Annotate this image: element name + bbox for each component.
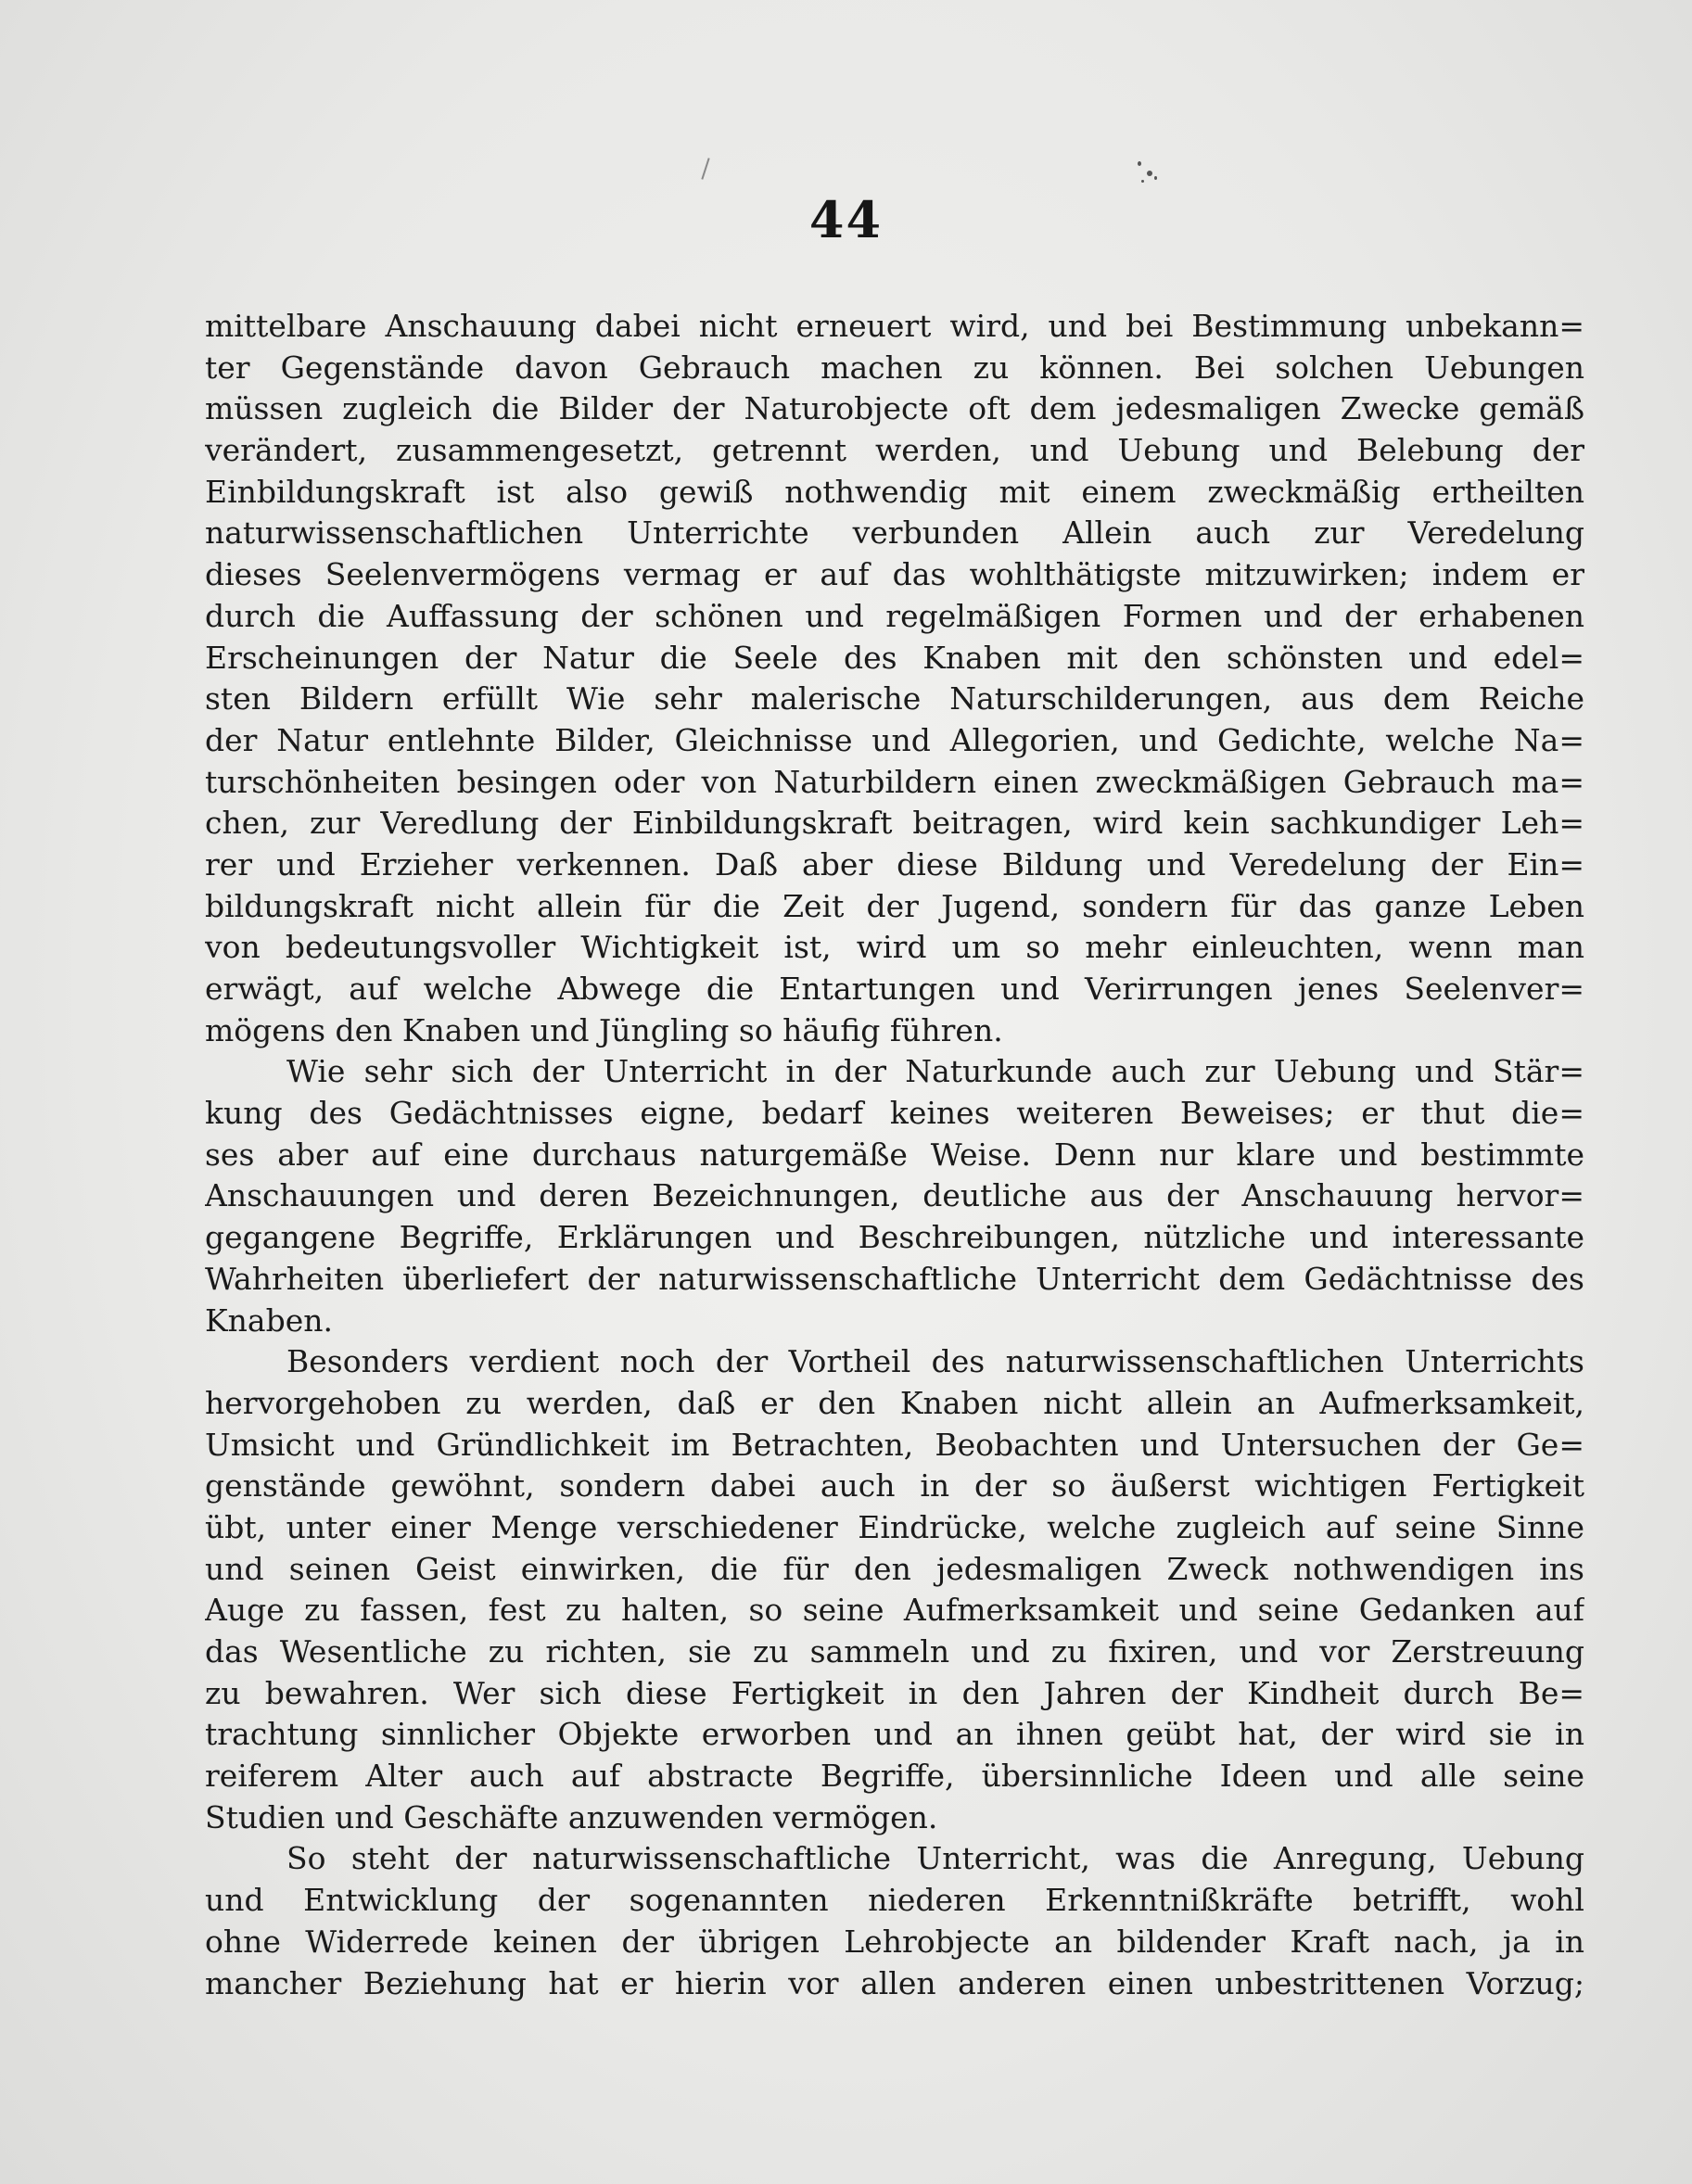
text-line: Erscheinungen der Natur die Seele des Knaben mit den schönsten und edel= — [205, 639, 1584, 676]
text-line: Besonders verdient noch der Vortheil des naturwissenschaftlichen Unterrichts — [286, 1343, 1584, 1380]
text-line: Anschauungen und deren Bezeichnungen, deutliche aus der Anschauung hervor= — [205, 1177, 1584, 1214]
paper-specks — [1136, 158, 1164, 195]
text-line: ter Gegenstände davon Gebrauch machen zu können. Bei solchen Uebungen — [205, 349, 1584, 386]
text-line: erwägt, auf welche Abwege die Entartungen und Verirrungen jenes Seelenver= — [205, 971, 1584, 1007]
text-line: und Entwicklung der sogenannten niederen Erkenntnißkräfte betrifft, wohl — [205, 1882, 1584, 1919]
body-text — [205, 306, 1584, 2004]
text-line: das Wesentliche zu richten, sie zu sammeln und zu fixiren, und vor Zerstreuung — [205, 1633, 1584, 1670]
text-line: Umsicht und Gründlichkeit im Betrachten, Beobachten und Untersuchen der Ge= — [205, 1426, 1584, 1463]
text-line: Einbildungskraft ist also gewiß nothwendig mit einem zweckmäßig ertheilten — [205, 473, 1584, 510]
text-line: Auge zu fassen, fest zu halten, so seine Aufmerksamkeit und seine Gedanken auf — [205, 1592, 1584, 1629]
text-line: zu bewahren. Wer sich diese Fertigkeit in den Jahren der Kindheit durch Be= — [205, 1674, 1584, 1711]
text-line: sten Bildern erfüllt Wie sehr malerische Naturschilderungen, aus dem Reiche — [205, 680, 1584, 717]
text-line: genstände gewöhnt, sondern dabei auch in der so äußerst wichtigen Fertigkeit — [205, 1467, 1584, 1505]
text-line: dieses Seelenvermögens vermag er auf das wohlthätigste mitzuwirken; indem er — [205, 556, 1584, 593]
ink-mark — [701, 158, 709, 179]
text-line: hervorgehoben zu werden, daß er den Knaben nicht allein an Aufmerksamkeit, — [205, 1384, 1584, 1421]
text-line: reiferem Alter auch auf abstracte Begriffe, übersinnliche Ideen und alle seine — [205, 1758, 1584, 1795]
text-line: ohne Widerrede keinen der übrigen Lehrobjecte an bildender Kraft nach, ja in — [205, 1923, 1584, 1960]
text-line: So steht der naturwissenschaftliche Unterricht, was die Anregung, Uebung — [286, 1840, 1584, 1877]
text-line: chen, zur Veredlung der Einbildungskraft beitragen, wird kein sachkundiger Leh= — [205, 805, 1584, 842]
text-line: rer und Erzieher verkennen. Daß aber diese Bildung und Veredelung der Ein= — [205, 845, 1584, 882]
text-line: und seinen Geist einwirken, die für den jedesmaligen Zweck nothwendigen ins — [205, 1550, 1584, 1587]
text-line: trachtung sinnlicher Objekte erworben und an ihnen geübt hat, der wird sie in — [205, 1716, 1584, 1753]
text-line: bildungskraft nicht allein für die Zeit der Jugend, sondern für das ganze Leben — [205, 887, 1584, 924]
text-line: durch die Auffassung der schönen und regelmäßigen Formen und der erhabenen — [205, 597, 1584, 634]
text-line: naturwissenschaftlichen Unterrichte verbunden Allein auch zur Veredelung — [205, 514, 1584, 552]
text-line: turschönheiten besingen oder von Naturbildern einen zweckmäßigen Gebrauch ma= — [205, 763, 1584, 800]
text-line: verändert, zusammengesetzt, getrennt werden, und Uebung und Belebung der — [205, 432, 1584, 469]
text-line: gegangene Begriffe, Erklärungen und Beschreibungen, nützliche und interessante — [205, 1219, 1584, 1256]
text-line: von bedeutungsvoller Wichtigkeit ist, wird um so mehr einleuchten, wenn man — [205, 929, 1584, 966]
text-line: übt, unter einer Menge verschiedener Eindrücke, welche zugleich auf seine Sinne — [205, 1508, 1584, 1545]
text-line: ses aber auf eine durchaus naturgemäße Weise. Denn nur klare und bestimmte — [205, 1136, 1584, 1173]
text-line: Wahrheiten überliefert der naturwissenschaftliche Unterricht dem Gedächtnisse des — [205, 1260, 1584, 1297]
text-line: Knaben. — [205, 1302, 333, 1339]
page-number: 44 — [808, 190, 884, 249]
text-line: Wie sehr sich der Unterricht in der Naturkunde auch zur Uebung und Stär= — [286, 1053, 1584, 1090]
text-line: mittelbare Anschauung dabei nicht erneuert wird, und bei Bestimmung unbekann= — [205, 308, 1584, 344]
text-line: kung des Gedächtnisses eigne, bedarf keines weiteren Beweises; er thut die= — [205, 1095, 1584, 1132]
text-line: mögens den Knaben und Jüngling so häufig führen. — [205, 1011, 1003, 1048]
text-line: der Natur entlehnte Bilder, Gleichnisse und Allegorien, und Gedichte, welche Na= — [205, 721, 1584, 758]
text-line: Studien und Geschäfte anzuwenden vermögen. — [205, 1798, 938, 1835]
text-line: müssen zugleich die Bilder der Naturobjecte oft dem jedesmaligen Zwecke gemäß — [205, 390, 1584, 427]
text-line: mancher Beziehung hat er hierin vor allen anderen einen unbestrittenen Vorzug; — [205, 1964, 1584, 2001]
